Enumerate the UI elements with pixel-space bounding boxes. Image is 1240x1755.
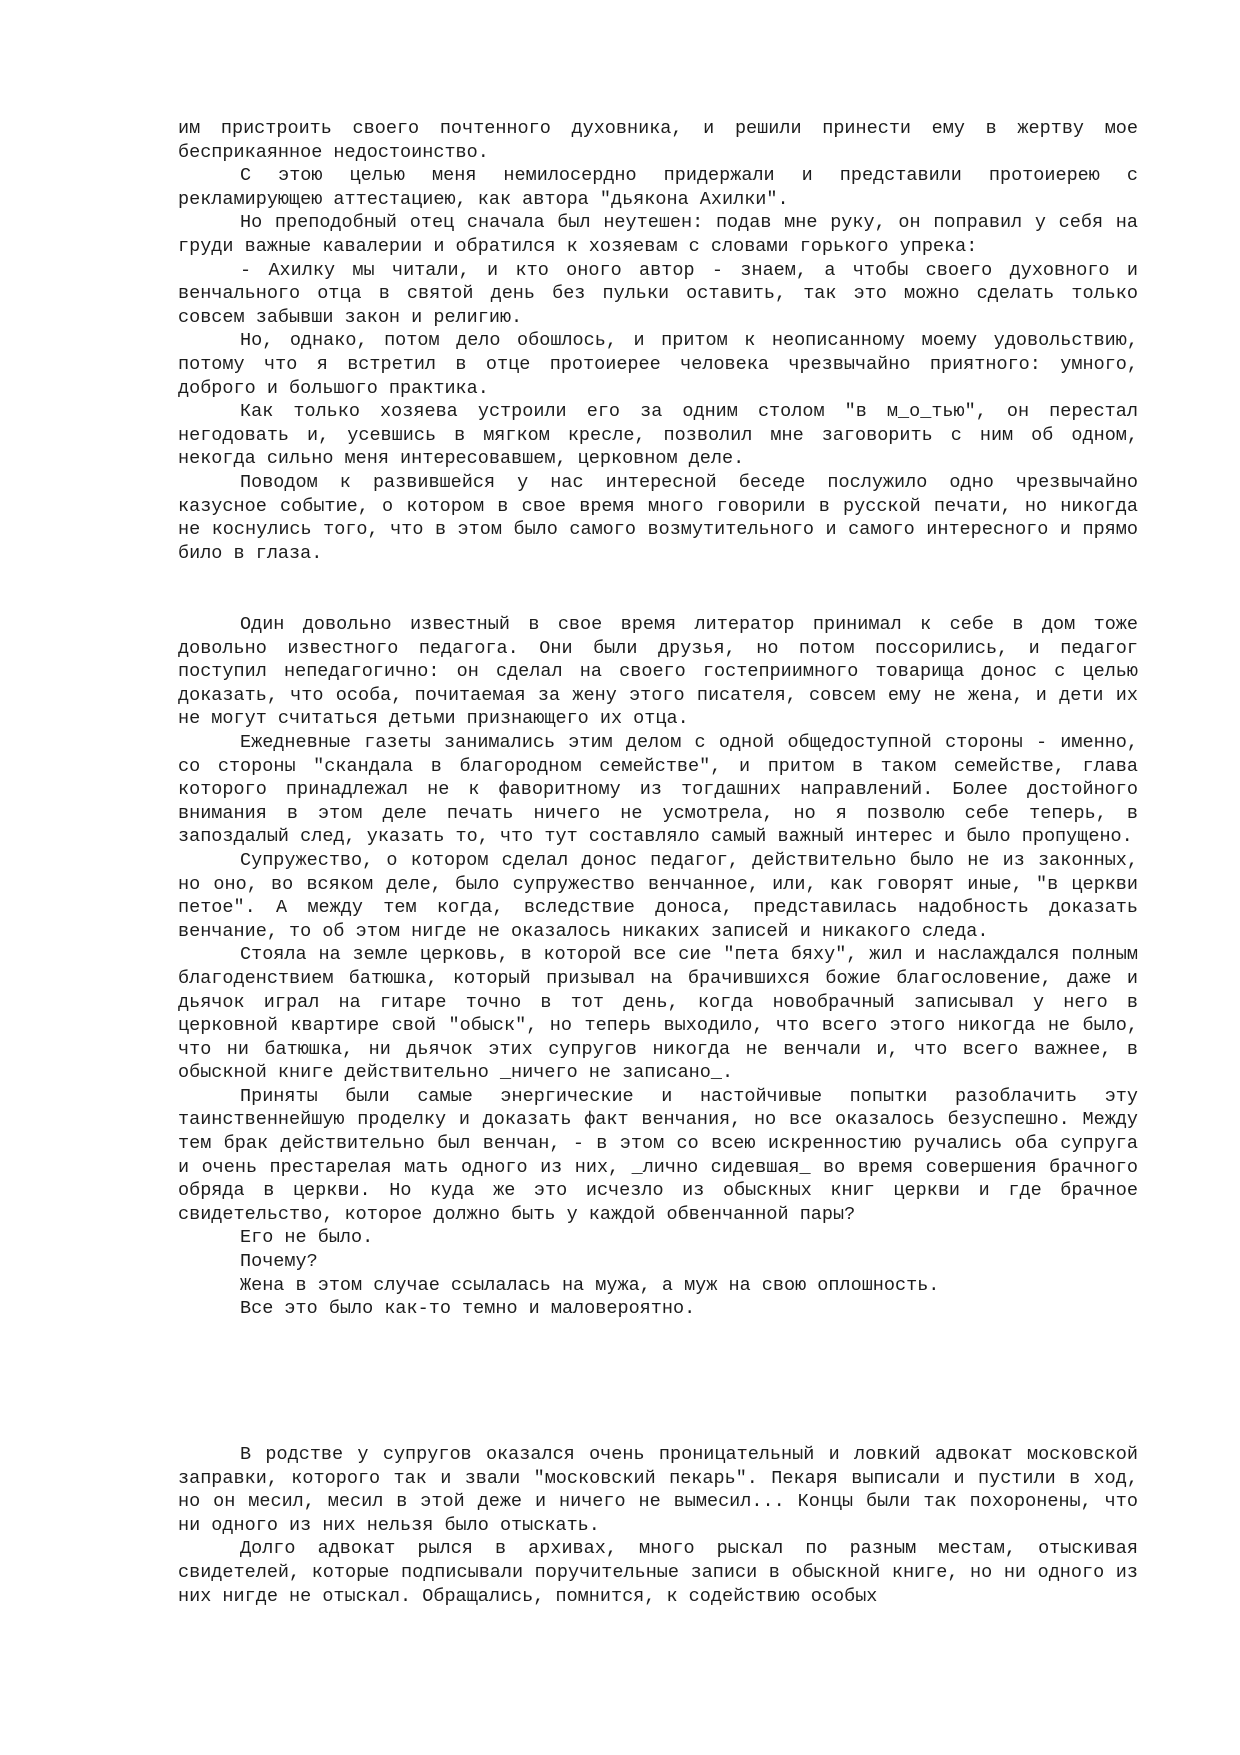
paragraph: Один довольно известный в свое время литератор принимал к себе в дом тоже довольно известного педагога. Они были друзья, но потом поссорились, и педагог поступил непедагогично: он сделал на своего гостеприимного товарища донос с целью доказать, что особа, почитаемая за жену этого писателя, совсем ему не жена, и дети их не могут считаться детьми признающего их отца.	[178, 614, 1138, 730]
paragraph: Приняты были самые энергические и настойчивые попытки разоблачить эту таинственнейшую проделку и доказать факт венчания, но все оказалось безуспешно. Между тем брак действительно был венчан, - в этом со всею искренностию ручались оба супруга и очень престарелая мать одного из них, _лично сидевшая_ во время совершения брачного обряда в церкви. Но куда же это исчезло из обыскных книг церкви и где брачное свидетельство, которое должно быть у каждой обвенчанной пары?	[178, 1085, 1138, 1225]
paragraph: Но, однако, потом дело обошлось, и притом к неописанному моему удовольствию, потому что я встретил в отце протоиерее человека чрезвычайно приятного: умного, доброго и большого практика.	[178, 330, 1138, 399]
text-section-1	[178, 117, 1138, 565]
paragraph: Поводом к развившейся у нас интересной беседе послужило одно чрезвычайно казусное событие, о котором в свое время много говорили в русской печати, но никогда не коснулись того, что в этом было самого возмутительного и самого интересного и прямо било в глаза.	[178, 471, 1138, 564]
paragraph: им пристроить своего почтенного духовника, и решили принести ему в жертву мое бесприкаянное недостоинство.	[178, 118, 1138, 163]
paragraph: - Ахилку мы читали, и кто оного автор - знаем, а чтобы своего духовного и венчального отца в святой день без пульки оставить, так это можно сделать только совсем забывши закон и религию.	[178, 259, 1138, 328]
paragraph: Супружество, о котором сделал донос педагог, действительно было не из законных, но оно, во всяком деле, было супружество венчанное, или, как говорят иные, "в церкви петое". А между тем когда, вследствие доноса, представилась надобность доказать венчание, то об этом нигде не оказалось никаких записей и никакого следа.	[178, 849, 1138, 942]
paragraph: В родстве у супругов оказался очень проницательный и ловкий адвокат московской заправки, которого так и звали "московский пекарь". Пекаря выписали и пустили в ход, но он месил, месил в этой деже и ничего не вымесил... Концы были так похоронены, что ни одного из них нельзя было отыскать.	[178, 1444, 1138, 1536]
paragraph: С этою целью меня немилосердно придержали и представили протоиерею с рекламирующею аттестациею, как автора "дьякона Ахилки".	[178, 165, 1138, 210]
paragraph: Как только хозяева устроили его за одним столом "в м_о_тью", он перестал негодовать и, усевшись в мягком кресле, позволил мне заговорить с ним об одном, некогда сильно меня интересовавшем, церковном деле.	[178, 401, 1138, 470]
paragraph: Стояла на земле церковь, в которой все сие "пета бяху", жил и наслаждался полным благоденствием батюшка, который призывал на брачившихся божие благословение, даже и дьячок играл на гитаре точно в тот день, когда новобрачный записывал у него в церковной квартире свой "обыск", но теперь выходило, что всего этого никогда не было, что ни батюшка, ни дьячок этих супругов никогда не венчали и, что всего важнее, в обыскной книге действительно _ничего не записано_.	[178, 944, 1138, 1084]
paragraph: Долго адвокат рылся в архивах, много рыскал по разным местам, отыскивая свидетелей, которые подписывали поручительные записи в обыскной книге, но ни одного из них нигде не отыскал. Обращались, помнится, к содействию особых	[178, 1538, 1138, 1607]
text-section-2	[178, 613, 1138, 1321]
paragraph: Все это было как-то темно и маловероятно.	[240, 1298, 696, 1320]
paragraph: Но преподобный отец сначала был неутешен: подав мне руку, он поправил у себя на груди важные кавалерии и обратился к хозяевам с словами горького упрека:	[178, 212, 1138, 257]
paragraph: Почему?	[240, 1251, 318, 1273]
text-section-3	[178, 1443, 1138, 1608]
paragraph: Жена в этом случае ссылалась на мужа, а муж на свою оплошность.	[240, 1274, 940, 1296]
paragraph: Ежедневные газеты занимались этим делом с одной общедоступной стороны - именно, со стороны "скандала в благородном семействе", и притом в таком семействе, глава которого принадлежал не к фаворитному из тогдашних направлений. Более достойного внимания в этом деле печать ничего не усмотрела, но я позволю себе теперь, в запоздалый след, указать то, что тут составляло самый важный интерес и было пропущено.	[178, 731, 1138, 848]
paragraph: Его не было.	[240, 1227, 374, 1249]
